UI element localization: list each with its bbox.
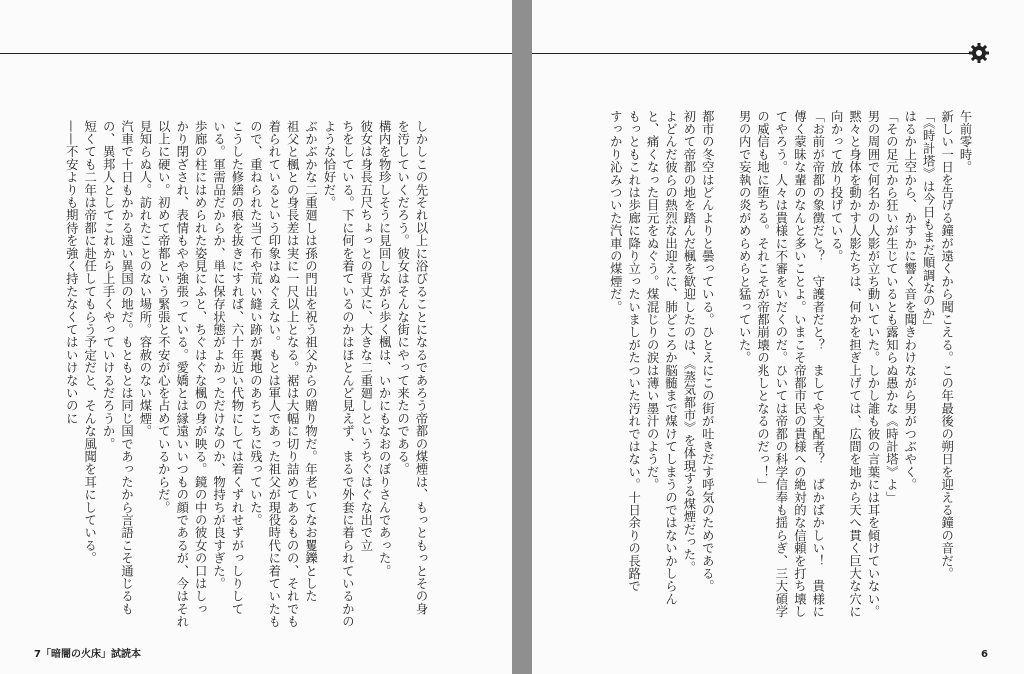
gear-icon <box>968 42 990 64</box>
header-rule <box>532 53 970 54</box>
page-number: 6 <box>981 649 988 660</box>
right-page <box>532 0 1024 674</box>
page-footer-left: 7「暗闇の火床」試読本 <box>34 649 141 660</box>
header-rule <box>0 53 512 54</box>
body-text-left: しかしこの先それ以上に浴びることになるであろう帝都の煤煙は、もっともっとその身 を汚していくだろう。彼女はそんな街にやって来たのである。 構内を物珍しそうに見回しながら歩く楓は、いかにもなおのぼりさんであった。 彼女は身長五尺ちょっとの背丈に、大きな二重廻しというちぐはぐな出で立 ちをしている。下に何を着ているのかはほとんど見えず、まるで外套に着られているかの ような恰好だ。 ぶかぶかな二重廻しは孫の門出を祝う祖父からの贈り物だ。年老いてなお矍鑠とした 祖父と楓との身長差は実に一尺以上となる。裾は大幅に切り詰めてあるものの、それでも 着られているという印象はぬぐえない。もとは軍人であった祖父が現役時代に着ていたも ので、重ねられた当て布や荒い縫い跡が裏地のあちこちに残っていた。 こうした修繕の痕を抜きにすれば、六十年近い代物にしては着くずれせずがっしりして いる。軍需品だからか、単に保存状態がよかっただけなのか、物持ちが良すぎた。 歩廊の柱にはめられた姿見にふと、ちぐはぐな楓の身が映る。鏡の中の彼女の口はしっ かり閉ざされ、表情もやや強張っている。愛嬌とは縁遠いいつもの顔であるが、今はそれ 以上に硬い。初めて帝都という緊張と不安が心を占めているからだ。 見知らぬ人。訪れたことのない場所。容赦のない煤煙。 汽車で十日もかかる遠い異国の地だ。もともとは同じ国であったから言語こそ通じるも の、異邦人としてこれから上手くやっていけるだろうか。 短くても二年は帝都に赴任してもらう予定だと、そんな風聞を耳にしている。 ——不安よりも期待を強く持たなくてはいけないのに <box>64 120 428 628</box>
body-text-right: 午前零時。 新しい一日を告げる鐘が遠くから聞こえる。この年最後の朔日を迎える鐘の音だ。 「《時計塔》は今日もまだ順調なのか」 はるか上空から、かすかに響く音を聞きわけながら男がつぶやく。 「その足元から狂いが生じているとも露知らぬ愚かな《時計塔》よ」 男の周囲で何名かの人影が立ち動いていた。しかし誰も彼の言葉には耳を傾けていない。 黙々と身体を動かす人影たちは、何かを担ぎ上げては、広間を地から天へ貫く巨大な穴に 向かって放り投げている。 「お前が帝都の象徴だと？ 守護者だと？ ましてや支配者？ ばかばかしい！ 貴様に 傅く蒙昧な輩のなんと多いことよ。いまこそ帝都市民の貴様への絶対的な信頼を打ち壊し てやろう。人々は貴様に不審をいだくのだ。ひいては帝都の科学信奉も揺らぎ、三大碩学 の威信も地に堕ちる。それこそが帝都崩壊の兆しとなるのだっ！」 男の内で妄執の炎がめらめらと猛っていた。 都市の冬空はどんよりと曇っている。ひとえにこの街が吐きだす呼気のためである。 初めて帝都の地を踏んだ楓を歓迎したのは、《蒸気都市》を体現する煤煙だった。 よどんだ彼らの熱烈な出迎えに、肺どころか脳髄まで煤けてしまうのではないかしらん と、痛くなった目元をぬぐう。煤混じりの涙は薄い墨汁のようだ。 もっともこれは歩廊に降り立ったいましがたついた汚れではない。十日余りの長路で すっかり沁みついた汽車の煤煙だ。 <box>608 110 972 618</box>
